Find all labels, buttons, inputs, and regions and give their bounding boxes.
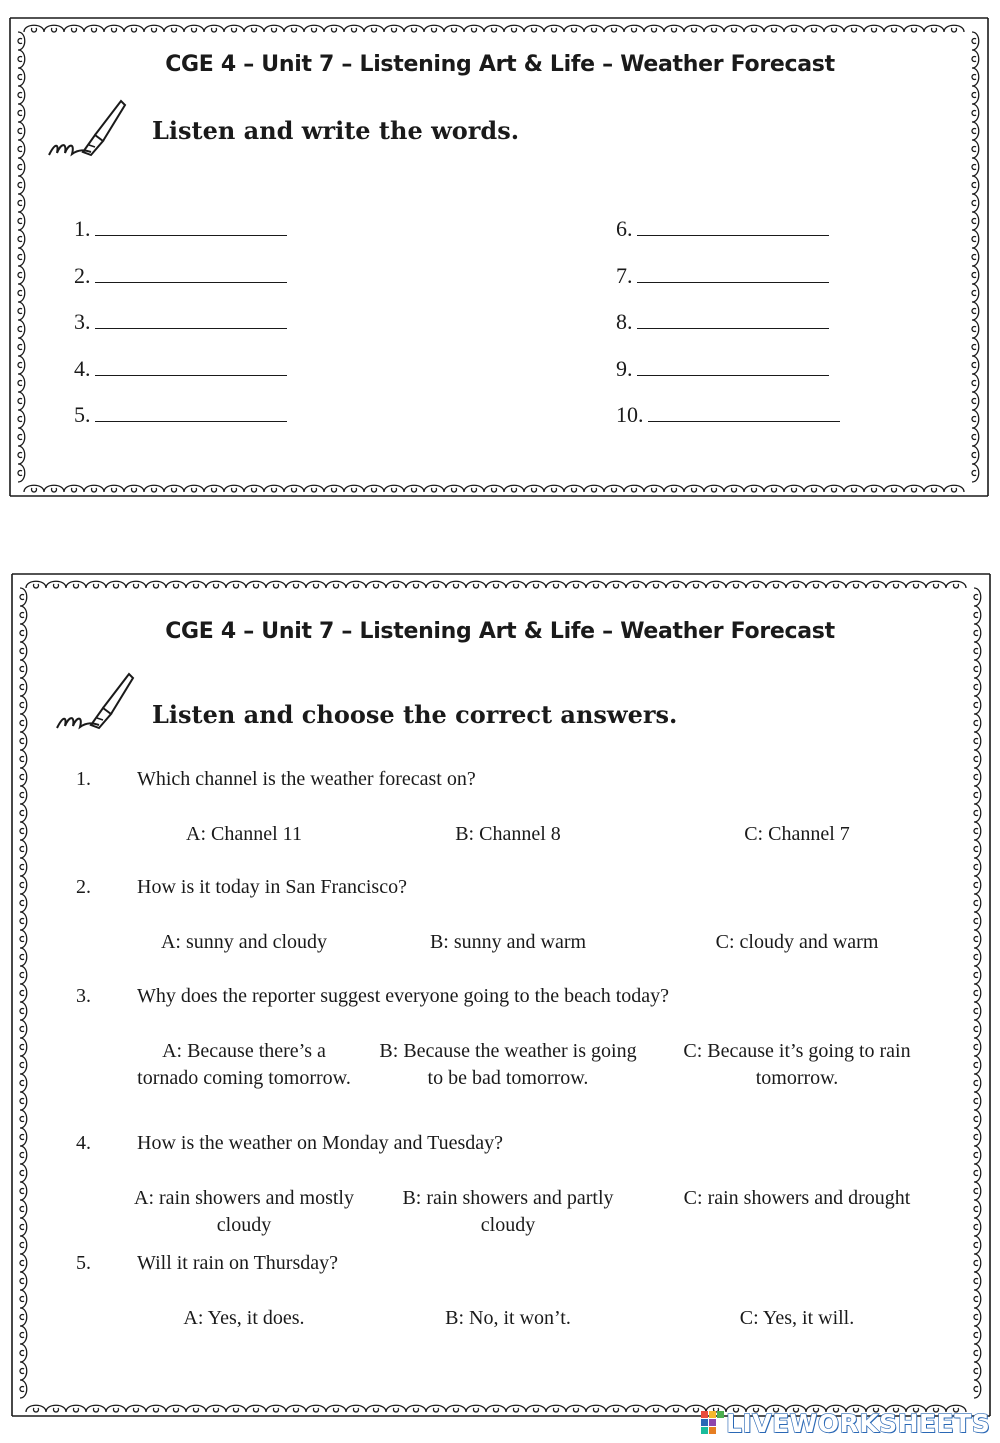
- blank-label: 4.: [74, 356, 91, 381]
- question-number: 2.: [76, 876, 91, 898]
- option-a[interactable]: A: Channel 11: [186, 823, 302, 845]
- logo-text: LIVEWORKSHEETS: [726, 1408, 991, 1438]
- blank-label: 9.: [616, 356, 633, 381]
- blank-label: 6.: [616, 216, 633, 241]
- card-title: CGE 4 – Unit 7 – Listening Art & Life – Weather Forecast: [165, 52, 835, 77]
- blank-label: 1.: [74, 216, 91, 241]
- question-number: 1.: [76, 768, 91, 790]
- instruction-text: Listen and write the words.: [152, 116, 520, 145]
- option-a[interactable]: A: Because there’s a tornado coming tomorrow.: [137, 1040, 351, 1089]
- liveworksheets-logo[interactable]: [700, 1408, 990, 1438]
- blank-label: 5.: [74, 402, 91, 427]
- option-b[interactable]: B: rain showers and partly cloudy: [402, 1187, 614, 1236]
- question-number: 5.: [76, 1252, 91, 1274]
- question-number: 3.: [76, 985, 91, 1007]
- option-a[interactable]: A: rain showers and mostly cloudy: [134, 1187, 354, 1236]
- logo-blocks-icon: [700, 1409, 726, 1437]
- instruction-text: Listen and choose the correct answers.: [152, 700, 678, 729]
- question-text: Why does the reporter suggest everyone going to the beach today?: [137, 985, 670, 1007]
- question-text: How is the weather on Monday and Tuesday?: [137, 1132, 504, 1154]
- option-b[interactable]: B: Channel 8: [455, 823, 561, 845]
- blank-label: 3.: [74, 309, 91, 334]
- option-b[interactable]: B: Because the weather is going to be bad tomorrow.: [379, 1040, 637, 1089]
- option-c[interactable]: C: Channel 7: [744, 823, 850, 845]
- option-c[interactable]: C: Because it’s going to rain tomorrow.: [683, 1040, 911, 1089]
- option-c[interactable]: C: cloudy and warm: [715, 931, 879, 953]
- option-c[interactable]: C: Yes, it will.: [739, 1307, 855, 1329]
- question-text: How is it today in San Francisco?: [137, 876, 407, 898]
- blank-label: 8.: [616, 309, 633, 334]
- blank-label: 2.: [74, 263, 91, 288]
- question-text: Which channel is the weather forecast on?: [137, 768, 476, 790]
- option-b[interactable]: B: sunny and warm: [429, 931, 587, 953]
- option-a[interactable]: A: sunny and cloudy: [160, 931, 328, 953]
- option-b[interactable]: B: No, it won’t.: [445, 1307, 571, 1329]
- blank-label: 7.: [616, 263, 633, 288]
- card-title: CGE 4 – Unit 7 – Listening Art & Life – Weather Forecast: [165, 619, 835, 644]
- option-a[interactable]: A: Yes, it does.: [183, 1307, 305, 1329]
- option-c[interactable]: C: rain showers and drought: [683, 1187, 911, 1209]
- pen-signature-icon: [53, 670, 138, 736]
- question-number: 4.: [76, 1132, 91, 1154]
- question-text: Will it rain on Thursday?: [137, 1252, 339, 1274]
- blank-label: 10.: [616, 402, 644, 427]
